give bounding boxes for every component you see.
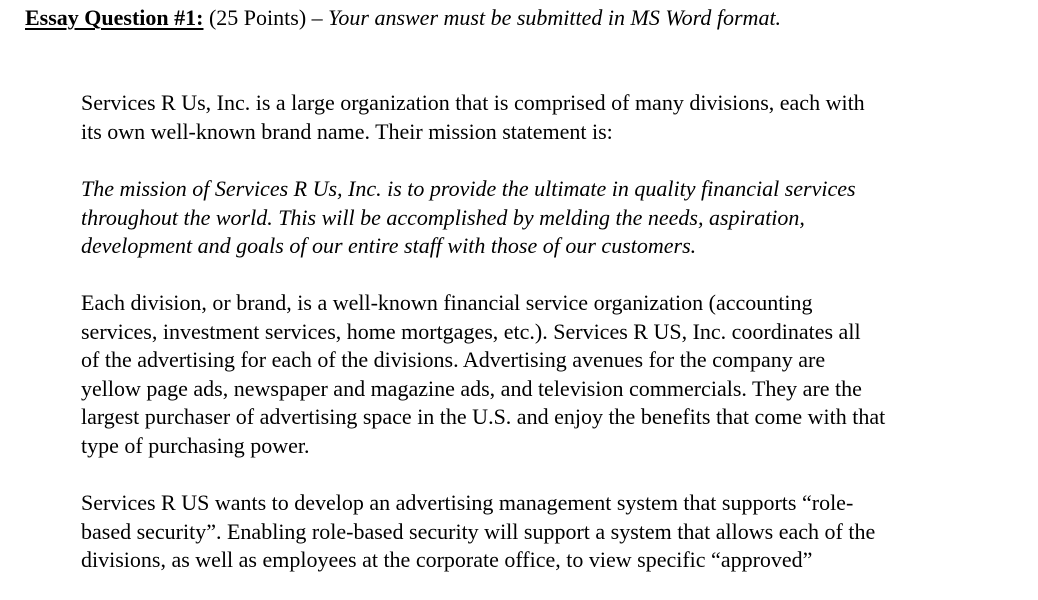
paragraph-line: Services R US wants to develop an advertising management system that supports “role- bbox=[81, 490, 854, 515]
paragraph-line: largest purchaser of advertising space in the U.S. and enjoy the benefits that come with that bbox=[81, 404, 886, 429]
paragraph-line: divisions, as well as employees at the corporate office, to view specific “approved” bbox=[81, 547, 813, 572]
essay-question-heading bbox=[25, 3, 781, 33]
points-text: (25 Points) – bbox=[203, 5, 329, 30]
paragraph-line: Each division, or brand, is a well-known financial service organization (accounting bbox=[81, 290, 813, 315]
paragraph-line: throughout the world. This will be accomplished by melding the needs, aspiration, bbox=[81, 204, 805, 230]
submission-instruction: Your answer must be submitted in MS Word format. bbox=[328, 5, 782, 30]
paragraph-line: development and goals of our entire staff with those of our customers. bbox=[81, 233, 697, 258]
paragraph-line: Services R Us, Inc. is a large organization that is comprised of many divisions, each with bbox=[81, 90, 865, 115]
intro-paragraph bbox=[81, 89, 1021, 146]
paragraph-line: The mission of Services R Us, Inc. is to provide the ultimate in quality financial services bbox=[81, 176, 856, 201]
security-paragraph bbox=[81, 489, 1021, 575]
paragraph-line: its own well-known brand name. Their mission statement is: bbox=[81, 118, 613, 144]
paragraph-line: based security”. Enabling role-based security will support a system that allows each of the bbox=[81, 518, 876, 544]
question-label: Essay Question #1: bbox=[25, 5, 204, 30]
paragraph-line: yellow page ads, newspaper and magazine ads, and television commercials. They are the bbox=[81, 375, 862, 401]
paragraph-line: services, investment services, home mortgages, etc.). Services R US, Inc. coordinates all bbox=[81, 318, 861, 344]
paragraph-line: type of purchasing power. bbox=[81, 432, 310, 458]
divisions-paragraph bbox=[81, 289, 1021, 460]
paragraph-line: of the advertising for each of the divisions. Advertising avenues for the company are bbox=[81, 347, 826, 372]
mission-statement bbox=[81, 175, 1021, 261]
